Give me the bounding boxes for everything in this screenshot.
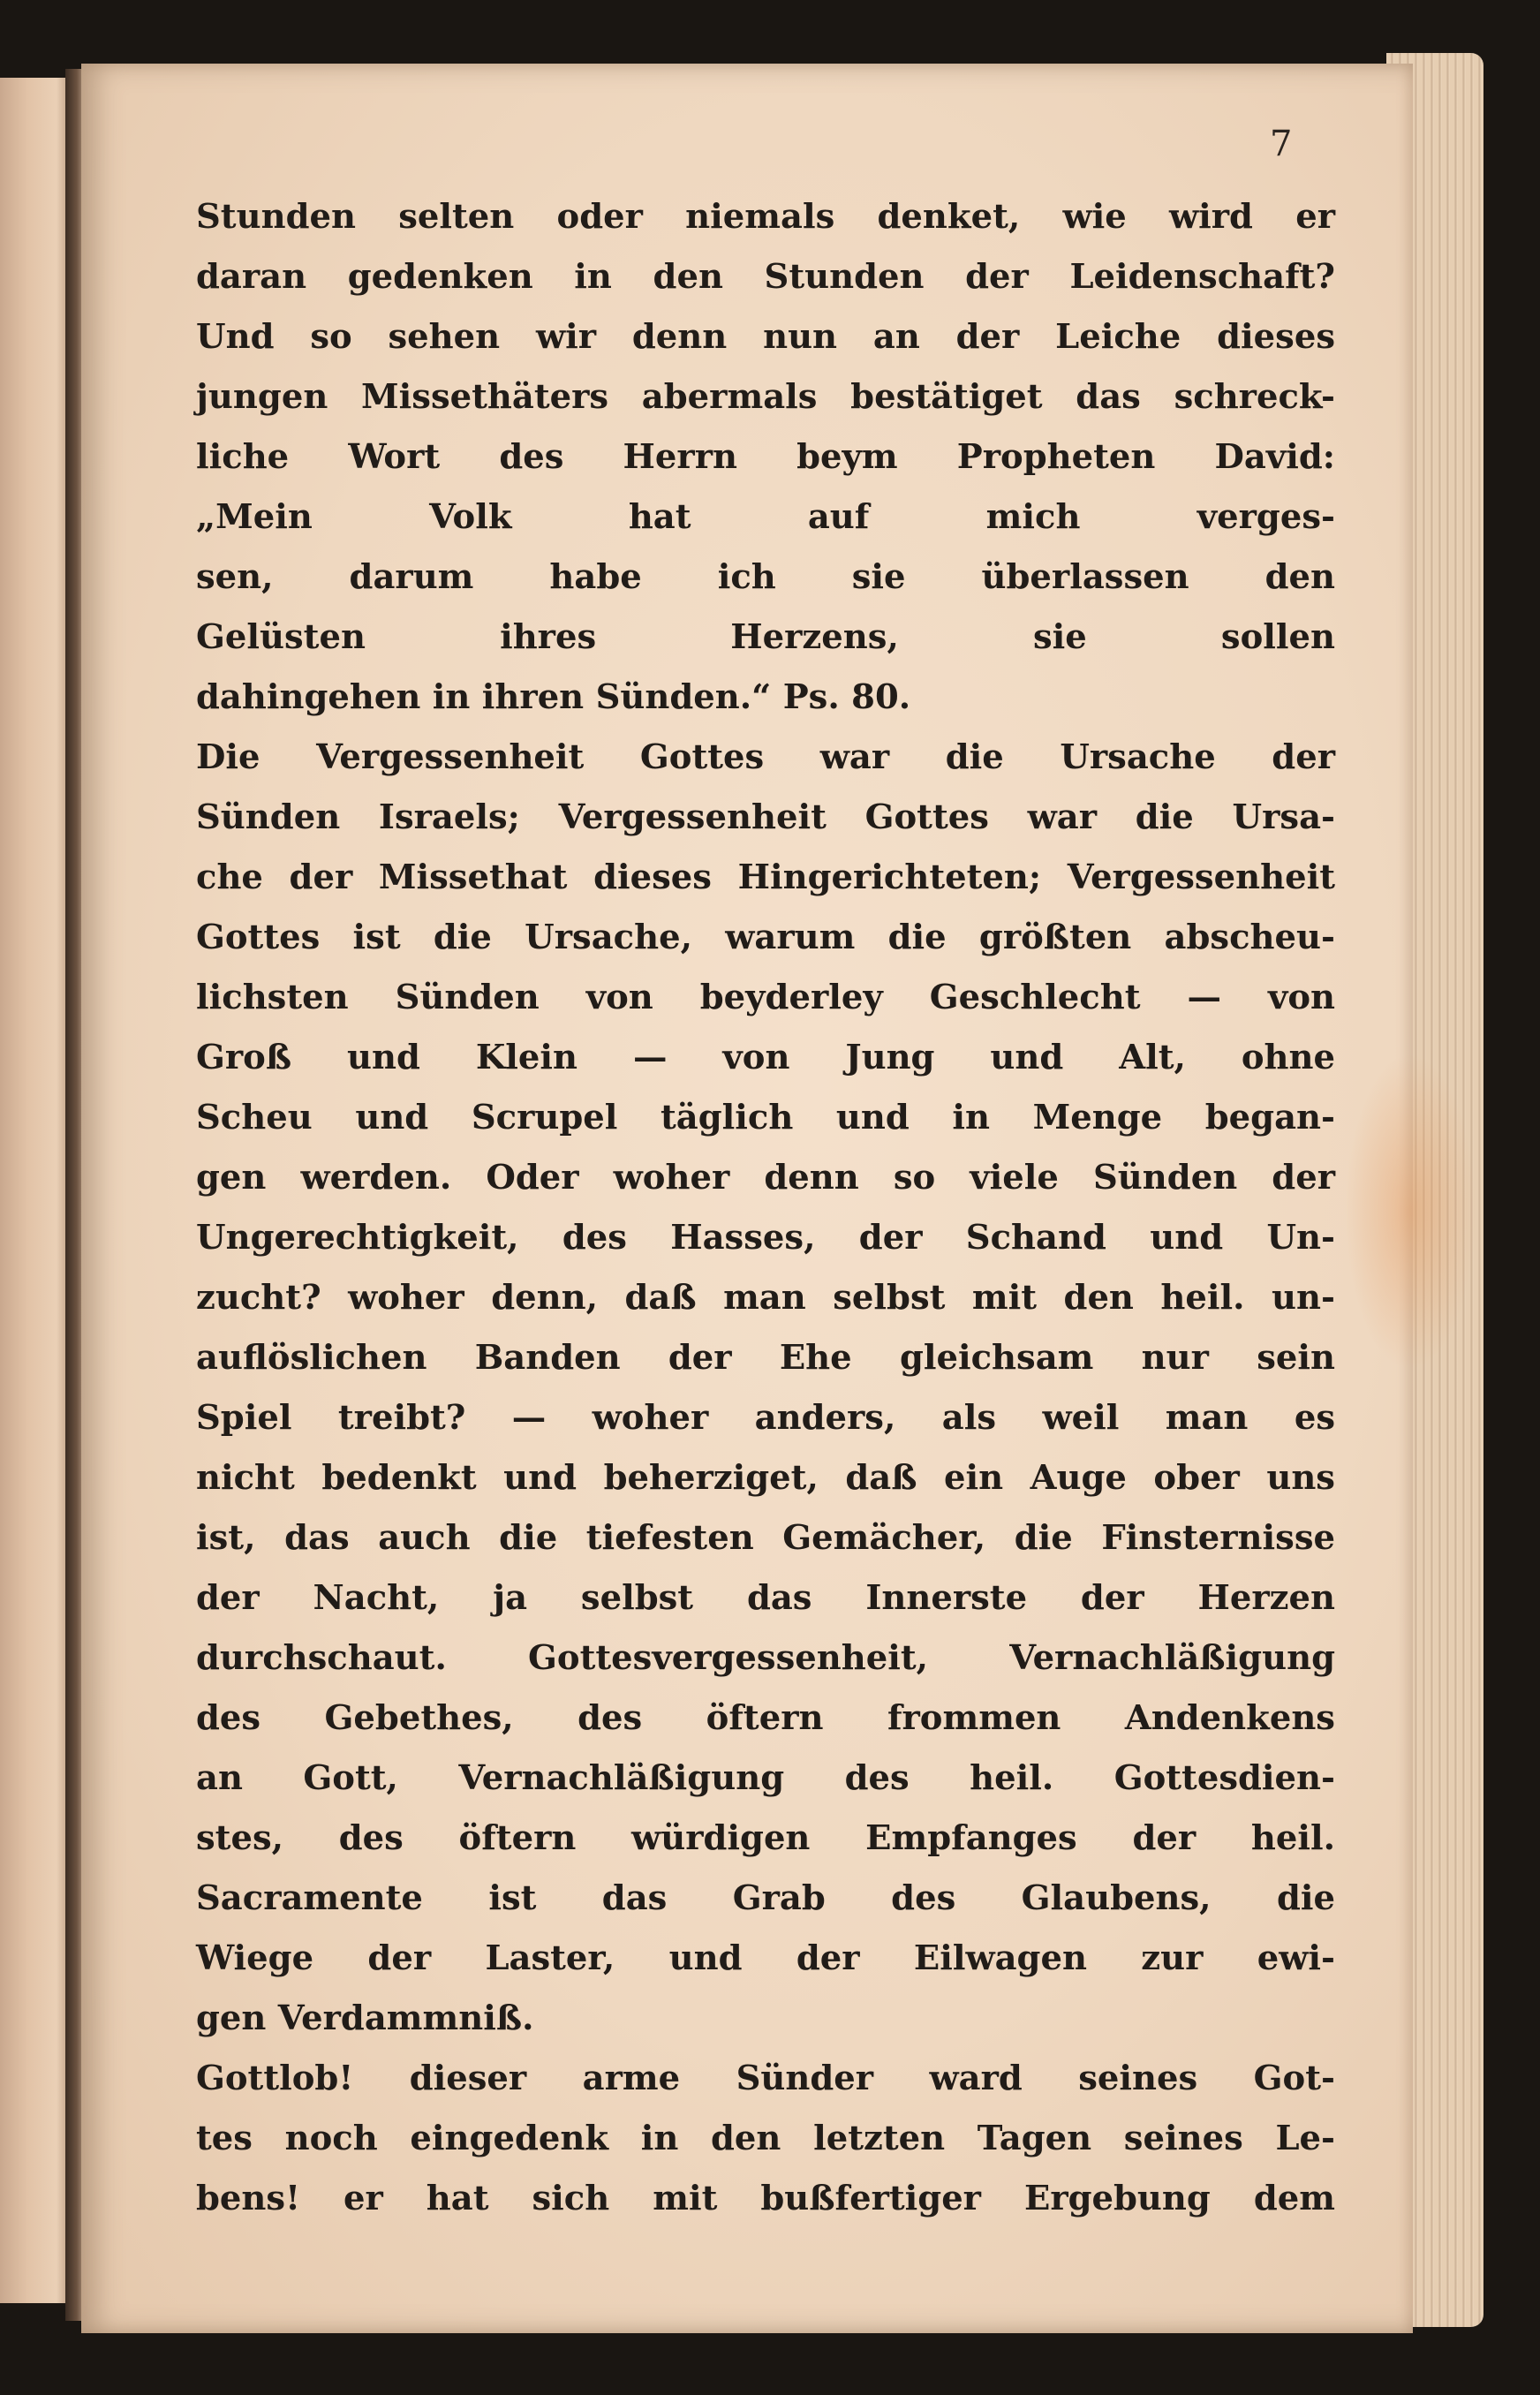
text-line: gen werden. Oder woher denn so viele Sünden der <box>196 1158 1335 1198</box>
text-line: Wiege der Laster, und der Eilwagen zur ewi- <box>196 1938 1335 1978</box>
text-line: liche Wort des Herrn beym Propheten David: <box>196 437 1335 477</box>
text-line: Und so sehen wir denn nun an der Leiche dieses <box>196 317 1335 357</box>
text-line: an Gott, Vernachläßigung des heil. Gottesdien- <box>196 1758 1335 1798</box>
text-line: durchschaut. Gottesvergessenheit, Vernachläßigung <box>196 1638 1335 1678</box>
text-line: zucht? woher denn, daß man selbst mit den heil. un- <box>196 1278 1335 1318</box>
left-page-edge <box>0 78 71 2303</box>
text-line: tes noch eingedenk in den letzten Tagen seines Le- <box>196 2119 1335 2158</box>
text-line: stes, des öftern würdigen Empfanges der heil. <box>196 1818 1335 1858</box>
text-line: dahingehen in ihren Sünden.“ Ps. 80. <box>196 677 911 717</box>
text-line: Stunden selten oder niemals denket, wie wird er <box>196 197 1335 237</box>
text-line: Sacramente ist das Grab des Glaubens, die <box>196 1878 1335 1918</box>
page-number: 7 <box>1270 124 1293 164</box>
text-line: nicht bedenkt und beherziget, daß ein Auge ober uns <box>196 1458 1335 1498</box>
text-line: des Gebethes, des öftern frommen Andenkens <box>196 1698 1335 1738</box>
text-line: Spiel treibt? — woher anders, als weil man es <box>196 1398 1335 1438</box>
text-line: Groß und Klein — von Jung und Alt, ohne <box>196 1038 1335 1077</box>
text-line: lichsten Sünden von beyderley Geschlecht — von <box>196 978 1335 1017</box>
text-line: Gottes ist die Ursache, warum die größten abscheu- <box>196 918 1335 957</box>
text-line: daran gedenken in den Stunden der Leidenschaft? <box>196 257 1335 297</box>
page-stain <box>1344 1053 1476 1371</box>
text-line: der Nacht, ja selbst das Innerste der Herzen <box>196 1578 1335 1618</box>
text-line: che der Missethat dieses Hingerichteten; Vergessenheit <box>196 858 1335 897</box>
text-line: Scheu und Scrupel täglich und in Menge began- <box>196 1098 1335 1137</box>
text-line: ist, das auch die tiefesten Gemächer, die Finsternisse <box>196 1518 1335 1558</box>
text-line: Die Vergessenheit Gottes war die Ursache der <box>196 737 1335 777</box>
text-line: bens! er hat sich mit bußfertiger Ergebung dem <box>196 2179 1335 2218</box>
text-line: jungen Missethäters abermals bestätiget das schreck- <box>196 377 1335 417</box>
text-line: „Mein Volk hat auf mich verges- <box>196 497 1335 537</box>
text-line: sen, darum habe ich sie überlassen den <box>196 557 1335 597</box>
text-line: Gelüsten ihres Herzens, sie sollen <box>196 617 1335 657</box>
text-line: Gottlob! dieser arme Sünder ward seines Got- <box>196 2059 1335 2098</box>
text-line: auflöslichen Banden der Ehe gleichsam nur sein <box>196 1338 1335 1378</box>
text-line: Ungerechtigkeit, des Hasses, der Schand und Un- <box>196 1218 1335 1258</box>
text-line: gen Verdammniß. <box>196 1998 534 2038</box>
text-line: Sünden Israels; Vergessenheit Gottes war die Ursa- <box>196 797 1335 837</box>
body-text <box>196 187 1335 2229</box>
